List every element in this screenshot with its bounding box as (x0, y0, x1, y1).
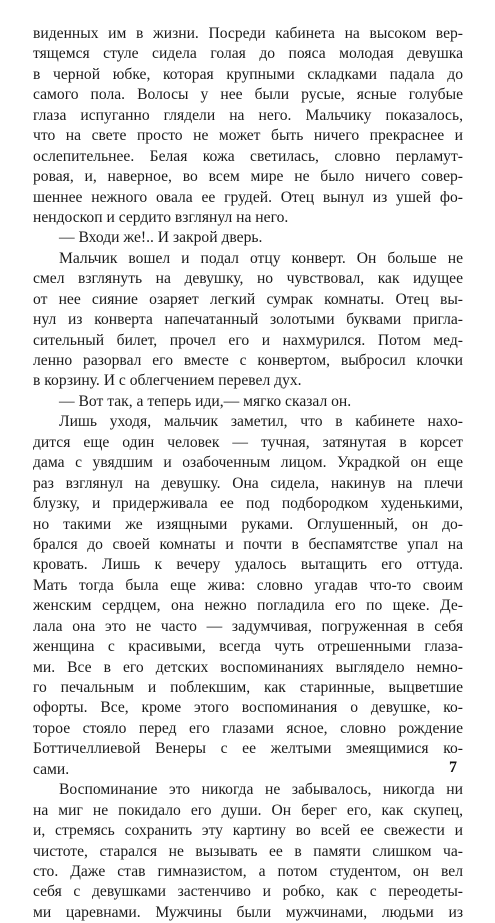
text-line: но такими же изящными руками. Оглушенный, он до- (33, 515, 463, 533)
text-line: в корзину. И с облегчением перевел дух. (33, 372, 302, 390)
text-line: офорты. Все, кроме этого воспоминания о девушке, ко- (33, 699, 463, 717)
text-line: Мальчик вошел и подал отцу конверт. Он больше не (59, 249, 463, 267)
text-line: ровая, и, наверное, во всем мире не было ничего совер- (33, 168, 463, 186)
text-line: чистоте, старался не вызывать ее в памяти слишком ча- (33, 842, 463, 860)
text-line: нул из конверта напечатанный золотыми буквами пригла- (33, 311, 463, 329)
text-line: ленно разорвал его вместе с конвертом, выбросил клочки (33, 352, 463, 369)
text-line: раз взглянул на девушку. Она сидела, накинув на плечи (33, 474, 463, 492)
text-line: на миг не покидало его души. Он берег его, как скупец, (33, 801, 463, 819)
text-line: — Входи же!.. И закрой дверь. (59, 229, 263, 247)
text-line: ми царевнами. Мужчины были мужчинами, людьми из (33, 903, 463, 921)
text-line: шеннее нежного овала ее грудей. Отец вынул из ушей фо- (33, 188, 463, 206)
text-line: от нее сияние озаряет легкий сумрак комнаты. Отец вы- (33, 290, 463, 308)
text-line: себя с девушками застенчиво и робко, как с переодеты- (33, 883, 463, 901)
paragraph (33, 249, 463, 392)
text-line: блузку, и придерживала ее под подбородком худенькими, (33, 495, 463, 513)
text-line: самого пола. Волосы у нее были русые, ясные голубые (33, 86, 463, 104)
text-line: дама с увядшим и озабоченным лицом. Украдкой он еще (33, 454, 463, 472)
text-line: тящемся стуле сидела голая до пояса молодая девушка (33, 45, 463, 63)
text-line: — Вот так, а теперь иди,— мягко сказал он. (59, 392, 352, 410)
text-line: и, стремясь сохранить эту картину во всей ее свежести и (33, 822, 463, 840)
text-line: в черной юбке, которая крупными складками падала до (33, 65, 463, 83)
page-number: 7 (449, 759, 457, 776)
paragraph (33, 412, 463, 780)
text-line: го печальным и поблекшим, как старинные, выцветшие (33, 679, 463, 696)
text-line: что на свете просто не может быть ничего прекраснее и (33, 127, 463, 145)
text-line: торое стояло перед его глазами ясное, словно рождение (33, 719, 463, 737)
text-line: нендоскоп и сердито взглянул на него. (33, 208, 289, 226)
text-line: брался до своей комнаты и почти в беспамятстве упал на (33, 535, 463, 553)
text-line: Лишь уходя, мальчик заметил, что в кабинете нахо- (59, 413, 463, 431)
text-line: сами. (33, 760, 70, 778)
paragraph (33, 392, 463, 412)
book-page-text (33, 24, 463, 923)
text-line: смел взглянуть на девушку, но чувствовал, как идущее (33, 270, 463, 288)
text-line: Мать тогда была еще жива: словно угадав что-то своим (33, 576, 463, 594)
text-line: сто. Даже став гимназистом, а потом студентом, он вел (33, 862, 463, 880)
text-line: Боттичеллиевой Венеры с ее желтыми змеящимися ко- (33, 740, 463, 758)
paragraph (33, 24, 463, 228)
text-line: Воспоминание это никогда не забывалось, никогда ни (59, 781, 463, 799)
paragraph (33, 780, 463, 923)
text-line: лала она это не часто — задумчивая, погруженная в себя (33, 617, 463, 635)
text-line: дится еще один человек — тучная, затянутая в корсет (33, 433, 463, 451)
text-line: глаза испуганно глядели на него. Мальчику показалось, (33, 106, 463, 124)
text-line: женским сердцем, она нежно погладила его по щеке. Де- (33, 597, 463, 615)
text-line: ослепительнее. Белая кожа светилась, словно перламут- (33, 147, 463, 165)
text-line: ми. Все в его детских воспоминаниях выглядело немно- (33, 658, 463, 676)
text-line: сительный билет, прочел его и нахмурился. Потом мед- (33, 331, 463, 349)
text-line: виденных им в жизни. Посреди кабинета на высоком вер- (33, 25, 463, 42)
text-line: кровать. Лишь к вечеру удалось вытащить его оттуда. (33, 556, 463, 574)
paragraph (33, 228, 463, 248)
text-line: женщина с красивыми, всегда чуть отрешенными глаза- (33, 638, 463, 656)
